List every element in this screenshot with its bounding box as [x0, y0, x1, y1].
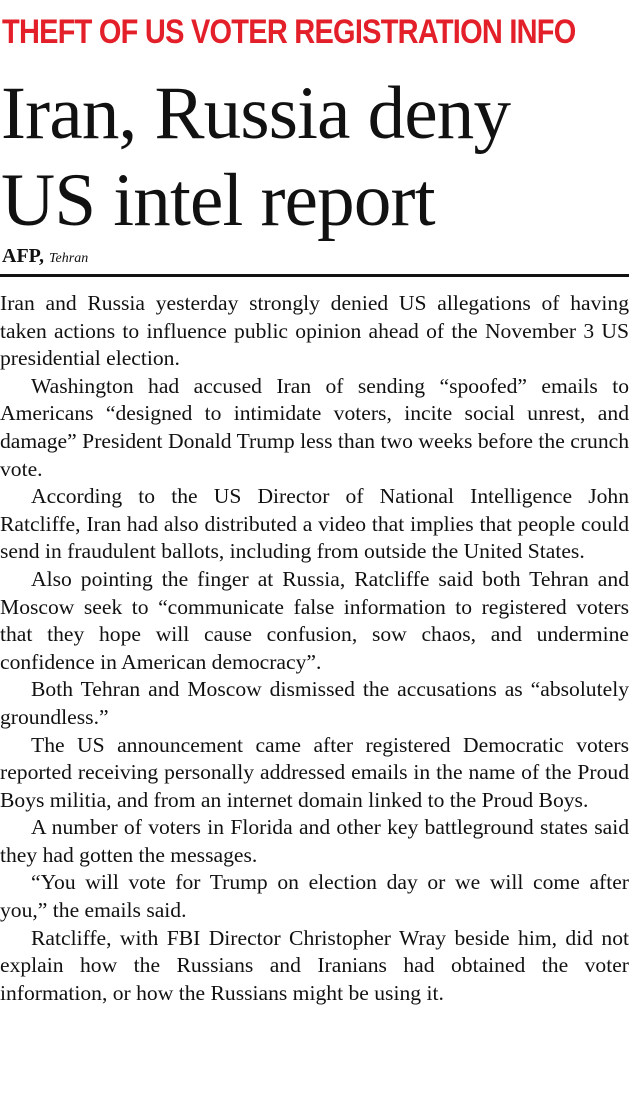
headline	[1, 70, 629, 244]
article-body	[0, 290, 629, 1007]
headline-line-2: US intel report	[1, 159, 435, 242]
article-paragraph: Iran and Russia yesterday strongly denied US allegations of having taken actions to influence public opinion ahead of the November 3 US presidential election.	[0, 291, 629, 371]
article-paragraph: According to the US Director of National Intelligence John Ratcliffe, Iran had also distributed a video that implies that people could send in fraudulent ballots, including from outside the United States.	[0, 484, 629, 564]
article-paragraph: The US announcement came after registered Democratic voters reported receiving personally addressed emails in the name of the Proud Boys militia, and from an internet domain linked to the Proud Boys.	[0, 732, 629, 812]
byline-agency: AFP,	[2, 245, 45, 267]
byline-place: Tehran	[49, 251, 89, 266]
article-paragraph: A number of voters in Florida and other key battleground states said they had gotten the messages.	[0, 815, 629, 867]
byline	[2, 243, 88, 272]
article-paragraph: “You will vote for Trump on election day or we will come after you,” the emails said.	[0, 870, 629, 923]
article-paragraph: Washington had accused Iran of sending “spoofed” emails to Americans “designed to intimidate voters, incite social unrest, and damage” President Donald Trump less than two weeks before the crunch vote.	[0, 373, 629, 481]
divider-rule	[0, 274, 629, 277]
article-paragraph: Both Tehran and Moscow dismissed the accusations as “absolutely groundless.”	[0, 677, 629, 729]
section-kicker: THEFT OF US VOTER REGISTRATION INFO	[2, 13, 576, 51]
headline-line-1: Iran, Russia deny	[1, 72, 511, 155]
article-paragraph: Also pointing the finger at Russia, Ratcliffe said both Tehran and Moscow seek to “communicate false information to registered voters that they hope will cause confusion, sow chaos, and undermine confidence in American democracy”.	[0, 566, 629, 674]
article-paragraph: Ratcliffe, with FBI Director Christopher Wray beside him, did not explain how the Russians and Iranians had obtained the voter information, or how the Russians might be using it.	[0, 925, 629, 1005]
